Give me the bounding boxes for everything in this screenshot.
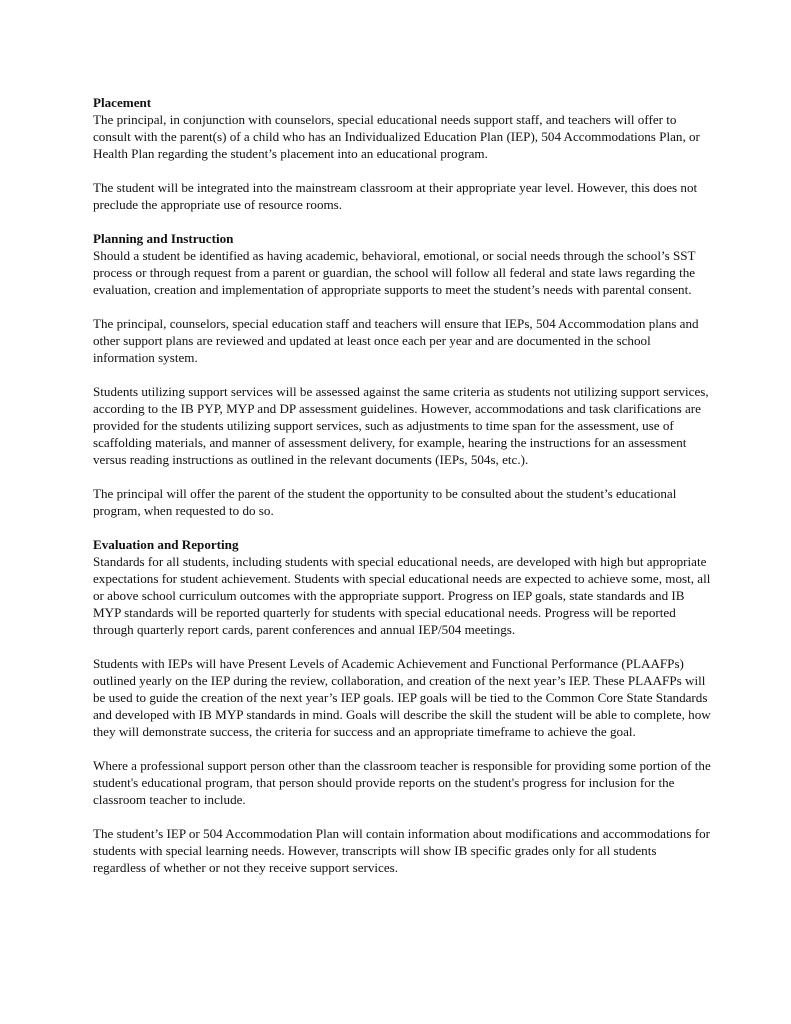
paragraph: Students with IEPs will have Present Levels of Academic Achievement and Functional Performance (PLAAFPs) outlined yearly on the IEP during the review, collaboration, and creation of the next year’s IEP. These PLAAFPs will be used to guide the creation of the next year’s IEP goals. IEP goals will be tied to the Common Core State Standards and developed with IB MYP standards in mind. Goals will describe the skill the student will be able to complete, how they will demonstrate success, the criteria for success and an appropriate timeframe to achieve the goal. bbox=[93, 656, 711, 739]
paragraph: The student’s IEP or 504 Accommodation Plan will contain information about modifications and accommodations for students with special learning needs. However, transcripts will show IB specific grades only for all students regardless of whether or not they receive support services. bbox=[93, 826, 710, 875]
paragraph: The principal, in conjunction with counselors, special educational needs support staff, and teachers will offer to consult with the parent(s) of a child who has an Individualized Education Plan (IEP), 504 Accommodations Plan, or Health Plan regarding the student’s placement into an educational program. bbox=[93, 112, 700, 161]
section-placement bbox=[93, 94, 711, 213]
section-heading: Placement bbox=[93, 95, 152, 110]
section-planning-and-instruction bbox=[93, 230, 711, 519]
paragraph: Standards for all students, including students with special educational needs, are developed with high but appropriate expectations for student achievement. Students with special educational needs are expected to achieve some, most, all or above school curriculum outcomes with the appropriate support. Progress on IEP goals, state standards and IB MYP standards will be reported quarterly for students with special educational needs. Progress will be reported through quarterly report cards, parent conferences and annual IEP/504 meetings. bbox=[93, 554, 711, 637]
section-heading: Planning and Instruction bbox=[93, 231, 234, 246]
paragraph: The principal will offer the parent of the student the opportunity to be consulted about the student’s educational program, when requested to do so. bbox=[93, 486, 677, 518]
paragraph: Students utilizing support services will be assessed against the same criteria as students not utilizing support services, according to the IB PYP, MYP and DP assessment guidelines. However, accommodations and task clarifications are provided for the students utilizing support services, such as adjustments to time span for the assessment, use of scaffolding materials, and manner of assessment delivery, for example, hearing the instructions for an assessment versus reading instructions as outlined in the relevant documents (IEPs, 504s, etc.). bbox=[93, 384, 709, 467]
paragraph: Should a student be identified as having academic, behavioral, emotional, or social needs through the school’s SST process or through request from a parent or guardian, the school will follow all federal and state laws regarding the evaluation, creation and implementation of appropriate supports to meet the student’s needs with parental consent. bbox=[93, 248, 696, 297]
section-heading: Evaluation and Reporting bbox=[93, 537, 239, 552]
paragraph: The student will be integrated into the mainstream classroom at their appropriate year level. However, this does not preclude the appropriate use of resource rooms. bbox=[93, 180, 698, 212]
paragraph: The principal, counselors, special education staff and teachers will ensure that IEPs, 504 Accommodation plans and other support plans are reviewed and updated at least once each per year and are documented in the school information system. bbox=[93, 316, 699, 365]
section-evaluation-and-reporting bbox=[93, 536, 711, 876]
paragraph: Where a professional support person other than the classroom teacher is responsible for providing some portion of the student's educational program, that person should provide reports on the student's progress for inclusion for the classroom teacher to include. bbox=[93, 758, 711, 807]
document-page bbox=[93, 94, 711, 893]
